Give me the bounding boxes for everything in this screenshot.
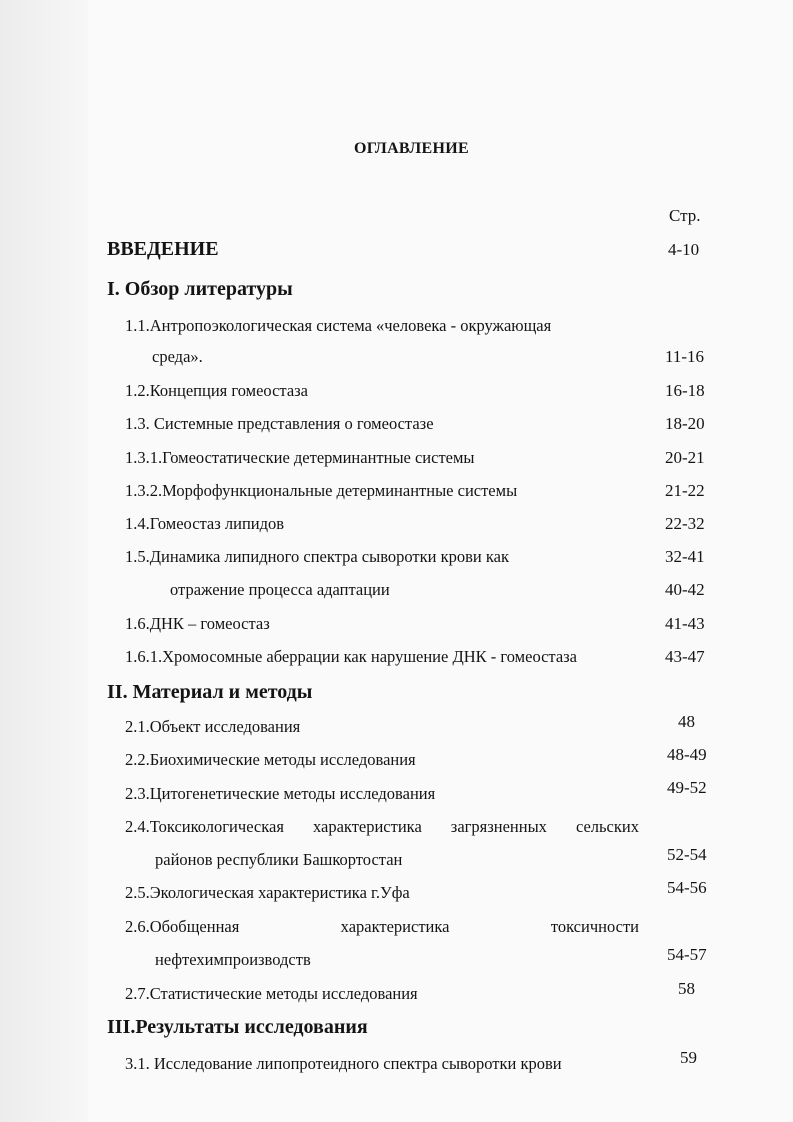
toc-item-2-6-line2: нефтехимпроизводств <box>155 950 311 969</box>
toc-page-1-5-line1: 32-41 <box>665 547 705 566</box>
toc-page-1-2: 16-18 <box>665 381 705 400</box>
toc-item-1-1-line2: среда». <box>152 347 203 366</box>
toc-word: 2.4.Токсикологическая <box>125 817 284 836</box>
toc-item-2-4-line1 <box>125 817 639 837</box>
toc-word: характеристика <box>312 817 422 836</box>
toc-page-1-6-1: 43-47 <box>665 647 705 666</box>
toc-item-1-5-line2: отражение процесса адаптации <box>170 580 390 599</box>
toc-item-2-7: 2.7.Статистические методы исследования <box>125 984 418 1003</box>
toc-page-2-2: 48-49 <box>667 745 707 764</box>
toc-item-2-4-line2: районов республики Башкортостан <box>155 850 403 869</box>
toc-page-1-3-1: 20-21 <box>665 448 705 467</box>
toc-heading-chapter-2: II. Материал и методы <box>107 681 313 703</box>
toc-page-1-4: 22-32 <box>665 514 705 533</box>
toc-word: 2.6.Обобщенная <box>125 917 240 936</box>
toc-item-3-1: 3.1. Исследование липопротеидного спектра сыворотки крови <box>125 1054 562 1073</box>
toc-item-2-3: 2.3.Цитогенетические методы исследования <box>125 784 436 803</box>
toc-word: загрязненных <box>450 817 547 836</box>
toc-page-3-1: 59 <box>680 1048 697 1067</box>
toc-heading-intro: ВВЕДЕНИЕ <box>107 238 219 260</box>
toc-page-1-1: 11-16 <box>665 347 705 366</box>
toc-page-2-4: 52-54 <box>667 845 707 864</box>
toc-item-1-3: 1.3. Системные представления о гомеостазе <box>125 414 434 433</box>
toc-item-1-3-1: 1.3.1.Гомеостатические детерминантные системы <box>125 448 475 467</box>
toc-heading-chapter-3: III.Результаты исследования <box>107 1016 368 1038</box>
toc-item-1-6: 1.6.ДНК – гомеостаз <box>125 614 270 633</box>
toc-page-1-3: 18-20 <box>665 414 705 433</box>
toc-item-1-5-line1: 1.5.Динамика липидного спектра сыворотки крови как <box>125 547 509 566</box>
toc-item-1-2: 1.2.Концепция гомеостаза <box>125 381 308 400</box>
scan-shadow <box>0 0 88 1122</box>
toc-page-2-1: 48 <box>678 712 695 731</box>
toc-item-2-6-line1 <box>125 917 639 937</box>
toc-item-2-1: 2.1.Объект исследования <box>125 717 301 736</box>
toc-item-2-5: 2.5.Экологическая характеристика г.Уфа <box>125 883 410 902</box>
toc-item-2-2: 2.2.Биохимические методы исследования <box>125 750 416 769</box>
page-title: ОГЛАВЛЕНИЕ <box>354 140 469 157</box>
toc-item-1-1-line1: 1.1.Антропоэкологическая система «человека - окружающая <box>125 316 552 335</box>
toc-item-1-3-2: 1.3.2.Морфофункциональные детерминантные системы <box>125 481 518 500</box>
toc-page-2-5: 54-56 <box>667 878 707 897</box>
pages-column-header: Стр. <box>669 206 701 225</box>
toc-page-1-5-line2: 40-42 <box>665 580 705 599</box>
toc-page-1-3-2: 21-22 <box>665 481 705 500</box>
toc-page-intro: 4-10 <box>668 240 700 259</box>
toc-word: сельских <box>575 817 639 836</box>
toc-item-1-4: 1.4.Гомеостаз липидов <box>125 514 285 533</box>
toc-page-1-6: 41-43 <box>665 614 705 633</box>
toc-heading-chapter-1: I. Обзор литературы <box>107 278 293 300</box>
toc-word: токсичности <box>550 917 639 936</box>
toc-word: характеристика <box>340 917 450 936</box>
toc-item-1-6-1: 1.6.1.Хромосомные аберрации как нарушение ДНК - гомеостаза <box>125 647 578 666</box>
toc-page-2-6: 54-57 <box>667 945 707 964</box>
toc-page-2-3: 49-52 <box>667 778 707 797</box>
toc-page-2-7: 58 <box>678 979 695 998</box>
